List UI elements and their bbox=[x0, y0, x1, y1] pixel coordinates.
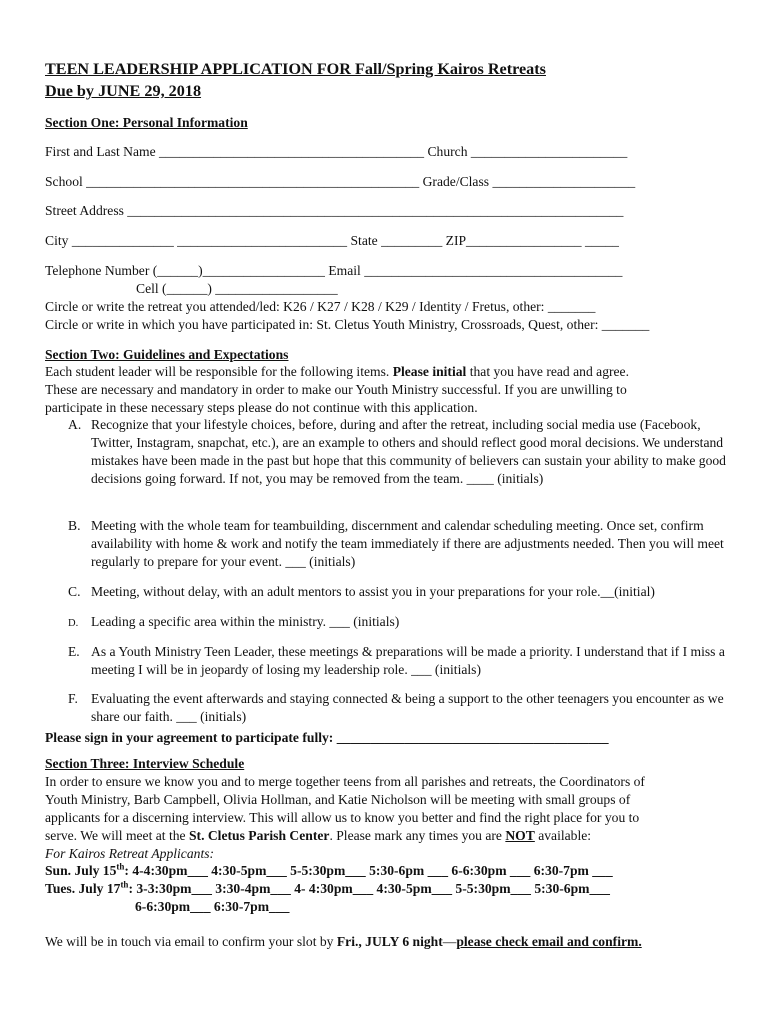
guideline-marker: F. bbox=[68, 691, 78, 706]
name-church-row[interactable]: First and Last Name _______________________________________ Church _______________________ bbox=[45, 144, 628, 159]
section-two-heading: Section Two: Guidelines and Expectations bbox=[45, 347, 289, 362]
signature-line[interactable]: Please sign in your agreement to participate fully: ________________________________________ bbox=[45, 730, 609, 745]
kairos-applicants-label: For Kairos Retreat Applicants: bbox=[45, 846, 215, 861]
guideline-text: Meeting, without delay, with an adult mentors to assist you in your preparations for your role.__(initial) bbox=[91, 584, 655, 599]
street-address-row[interactable]: Street Address _________________________________________________________________________ bbox=[45, 203, 624, 218]
section-three-para-2: Youth Ministry, Barb Campbell, Olivia Hollman, and Katie Nicholson will be meeting with small groups of bbox=[45, 792, 631, 807]
guideline-item-f bbox=[68, 690, 733, 726]
sunday-schedule[interactable]: Sun. July 15th: 4-4:30pm___ 4:30-5pm___ 5-5:30pm___ 5:30-6pm ___ 6-6:30pm ___ 6:30-7pm ___ bbox=[45, 861, 613, 878]
guideline-text: As a Youth Ministry Teen Leader, these meetings & preparations will be made a priority. I understand that if I miss a meeting I will be in jeopardy of losing my leadership role. ___ (initials) bbox=[91, 644, 725, 677]
section-three-para-3: applicants for a discerning interview. This will allow us to know you better and find the right place for you to bbox=[45, 810, 640, 825]
guideline-text: Leading a specific area within the ministry. ___ (initials) bbox=[91, 614, 400, 629]
section-three-heading: Section Three: Interview Schedule bbox=[45, 756, 245, 771]
guideline-item-e bbox=[68, 643, 733, 679]
city-state-zip-row[interactable]: City _______________ _________________________ State _________ ZIP_________________ _____ bbox=[45, 233, 619, 248]
guideline-item-c bbox=[68, 583, 733, 601]
tuesday-schedule[interactable]: Tues. July 17th: 3-3:30pm___ 3:30-4pm___ 4- 4:30pm___ 4:30-5pm___ 5-5:30pm___ 5:30-6pm___ bbox=[45, 879, 610, 896]
section-one-heading: Section One: Personal Information bbox=[45, 115, 248, 130]
guideline-marker: A. bbox=[68, 417, 82, 432]
guideline-marker: C. bbox=[68, 584, 81, 599]
guideline-marker: E. bbox=[68, 644, 80, 659]
section-two-intro: Each student leader will be responsible for the following items. Please initial that you have read and agree. bbox=[45, 364, 629, 379]
guideline-item-a bbox=[68, 416, 733, 488]
participation-row[interactable]: Circle or write in which you have participated in: St. Cletus Youth Ministry, Crossroads, Quest, other: _______ bbox=[45, 317, 650, 332]
section-three-para-1: In order to ensure we know you and to merge together teens from all parishes and retreats, the Coordinators of bbox=[45, 774, 645, 789]
telephone-email-row[interactable]: Telephone Number (______)__________________ Email ______________________________________ bbox=[45, 263, 623, 278]
section-three-para-4: serve. We will meet at the St. Cletus Parish Center. Please mark any times you are NOT available: bbox=[45, 828, 592, 843]
retreat-attended-row[interactable]: Circle or write the retreat you attended/led: K26 / K27 / K28 / K29 / Identity / Fretus, other: _______ bbox=[45, 299, 596, 314]
guideline-marker: B. bbox=[68, 518, 81, 533]
section-two-intro-3: participate in these necessary steps please do not continue with this application. bbox=[45, 400, 478, 415]
due-date: Due by JUNE 29, 2018 bbox=[45, 82, 202, 100]
form-title: TEEN LEADERSHIP APPLICATION FOR Fall/Spring Kairos Retreats bbox=[45, 60, 546, 78]
confirmation-note: We will be in touch via email to confirm your slot by Fri., JULY 6 night—please check email and confirm. bbox=[45, 934, 642, 949]
section-two-intro-2: These are necessary and mandatory in order to make our Youth Ministry successful. If you are unwilling to bbox=[45, 382, 627, 397]
tuesday-schedule-continued[interactable]: 6-6:30pm___ 6:30-7pm___ bbox=[135, 899, 290, 914]
guideline-text: Evaluating the event afterwards and staying connected & being a support to the other teenagers you encounter as we share our faith. ___ (initials) bbox=[91, 691, 724, 724]
guideline-text: Recognize that your lifestyle choices, before, during and after the retreat, including social media use (Facebook, Twitter, Instagram, snapchat, etc.), are an example to others and should reflect good moral decisions. We understand mistakes have been made in the past but hope that this community of believers can sustain your ability to make good decisions going forward. If not, you may be removed from the team. ____ (initials) bbox=[91, 417, 726, 486]
guideline-item-b bbox=[68, 517, 733, 571]
cell-row[interactable]: Cell (______) __________________ bbox=[136, 281, 338, 296]
guideline-item-d bbox=[68, 613, 733, 631]
guideline-text: Meeting with the whole team for teambuilding, discernment and calendar scheduling meeting. Once set, confirm availability with home & work and notify the team immediately if there are adjustments needed. Then you will meet regularly to prepare for your event. ___ (initials) bbox=[91, 518, 724, 569]
school-grade-row[interactable]: School _________________________________________________ Grade/Class _____________________ bbox=[45, 174, 636, 189]
guideline-marker: D. bbox=[68, 618, 79, 629]
